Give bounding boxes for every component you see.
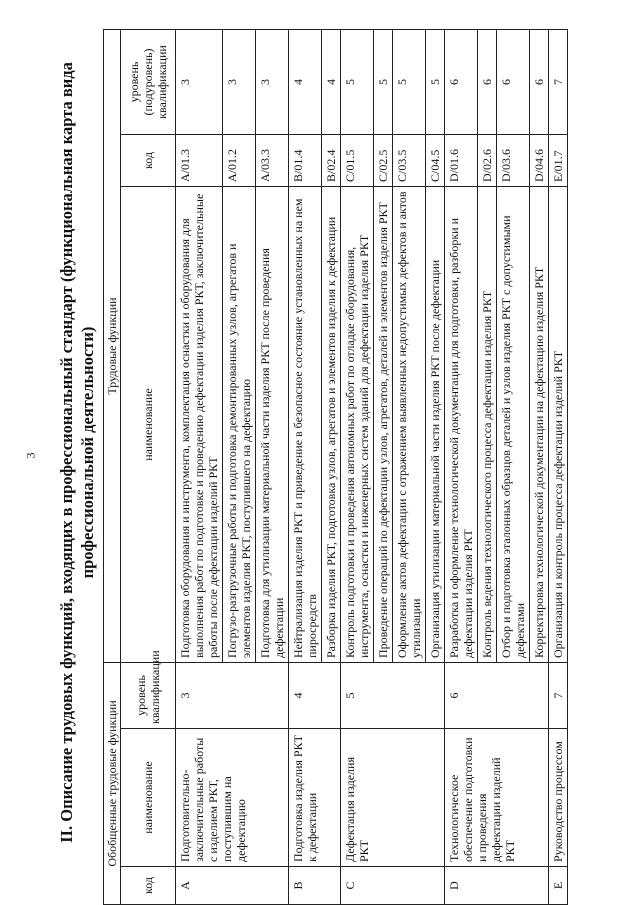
functions-table: [103, 29, 568, 905]
functions-table-wrap: [103, 29, 568, 905]
generalized-function-level: 5: [341, 663, 445, 729]
table-row: [289, 30, 322, 905]
labor-function-level: 3: [176, 30, 223, 135]
labor-function-code: D/02.6: [478, 135, 497, 187]
labor-function-name: Отбор и подготовка эталонных образцов деталей и узлов изделия РКТ с допустимыми дефектами: [497, 187, 530, 663]
labor-function-level: 3: [256, 30, 289, 135]
labor-function-name: Оформление актов дефектации с отражением выявленных недопустимых дефектов и актов утилизации: [393, 187, 426, 663]
labor-function-name: Проведение операций по дефектации узлов, агрегатов, деталей и элементов изделия РКТ: [374, 187, 393, 663]
labor-function-name: Подготовка для утилизации материальной части изделия РКТ после проведения дефектации: [256, 187, 289, 663]
section-heading: [56, 10, 98, 895]
labor-function-level: 5: [374, 30, 393, 135]
generalized-functions-header: Обобщенные трудовые функции: [104, 663, 121, 905]
labor-function-code: D/01.6: [445, 135, 478, 187]
col-header-code: код: [121, 867, 176, 905]
labor-function-name: Подготовка оборудования и инструмента, комплектация оснастки и оборудования для выполнения работ по подготовке и проведению дефектации изделия РКТ, заключительные работы после дефектации изделий РКТ: [176, 187, 223, 663]
labor-function-code: D/04.6: [530, 135, 549, 187]
generalized-function-name: Технологическое обеспечение подготовки и проведения дефектации изделий РКТ: [445, 729, 549, 867]
page-number: 3: [23, 452, 38, 459]
generalized-function-code: B: [289, 867, 341, 905]
generalized-function-name: Дефектация изделия РКТ: [341, 729, 445, 867]
col-header-function-code: код: [121, 135, 176, 187]
col-header-function-name: наименование: [121, 187, 176, 663]
generalized-function-level: 7: [549, 663, 568, 729]
generalized-function-level: 6: [445, 663, 549, 729]
labor-function-code: C/01.5: [341, 135, 374, 187]
labor-function-code: C/03.5: [393, 135, 426, 187]
labor-function-level: 5: [426, 30, 445, 135]
labor-function-name: Погрузо-разгрузочные работы и подготовка демонтированных узлов, агрегатов и элементов изделия РКТ, поступившего на дефектацию: [223, 187, 256, 663]
labor-function-code: A/03.3: [256, 135, 289, 187]
table-row: [445, 30, 478, 905]
labor-function-name: Организация утилизации материальной части изделия РКТ после дефектации: [426, 187, 445, 663]
labor-function-level: 4: [289, 30, 322, 135]
labor-function-level: 5: [393, 30, 426, 135]
col-header-function-level: уровень (подуровень) квалификации: [121, 30, 176, 135]
labor-function-name: Организация и контроль процесса дефектации изделий РКТ: [549, 187, 568, 663]
labor-function-level: 5: [341, 30, 374, 135]
generalized-function-code: D: [445, 867, 549, 905]
table-row: [549, 30, 568, 905]
table-body: [176, 30, 568, 905]
labor-function-code: E/01.7: [549, 135, 568, 187]
labor-function-name: Корректировка технологической документации на дефектацию изделия РКТ: [530, 187, 549, 663]
heading-line-2: профессиональной деятельности): [78, 326, 97, 579]
labor-function-code: B/02.4: [322, 135, 341, 187]
col-header-level: уровень квалификации: [121, 663, 176, 729]
labor-function-code: C/02.5: [374, 135, 393, 187]
heading-line-1: II. Описание трудовых функций, входящих в профессиональный стандарт (функциональная карта вида: [57, 62, 76, 843]
generalized-function-level: 3: [176, 663, 289, 729]
generalized-function-name: Подготовительно-заключительные работы с изделием РКТ, поступившим на дефектацию: [176, 729, 289, 867]
labor-function-level: 6: [497, 30, 530, 135]
generalized-function-code: C: [341, 867, 445, 905]
labor-function-level: 6: [445, 30, 478, 135]
generalized-function-level: 4: [289, 663, 341, 729]
table-row: [176, 30, 223, 905]
labor-function-code: D/03.6: [497, 135, 530, 187]
labor-function-level: 3: [223, 30, 256, 135]
labor-function-code: A/01.3: [176, 135, 223, 187]
labor-function-level: 4: [322, 30, 341, 135]
labor-function-name: Контроль подготовки и проведения автономных работ по отладке оборудования, инструмента, оснастки и инженерных систем зданий для дефектации изделия РКТ: [341, 187, 374, 663]
labor-function-level: 7: [549, 30, 568, 135]
labor-function-code: C/04.5: [426, 135, 445, 187]
labor-functions-header: Трудовые функции: [104, 30, 121, 663]
labor-function-name: Разборка изделия РКТ, подготовка узлов, агрегатов и элементов изделия к дефектации: [322, 187, 341, 663]
generalized-function-name: Подготовка изделия РКТ к дефектации: [289, 729, 341, 867]
labor-function-level: 6: [478, 30, 497, 135]
generalized-function-code: E: [549, 867, 568, 905]
generalized-function-name: Руководство процессом: [549, 729, 568, 867]
labor-function-code: A/01.2: [223, 135, 256, 187]
labor-function-name: Разработка и оформление технологической документации для подготовки, разборки и дефектации изделия РКТ: [445, 187, 478, 663]
table-row: [341, 30, 374, 905]
labor-function-name: Контроль ведения технологического процесса дефектации изделия РКТ: [478, 187, 497, 663]
labor-function-code: B/01.4: [289, 135, 322, 187]
col-header-name: наименование: [121, 729, 176, 867]
generalized-function-code: A: [176, 867, 289, 905]
labor-function-level: 6: [530, 30, 549, 135]
labor-function-name: Нейтрализация изделия РКТ и приведение в безопасное состояние установленных на нем пиросредств: [289, 187, 322, 663]
